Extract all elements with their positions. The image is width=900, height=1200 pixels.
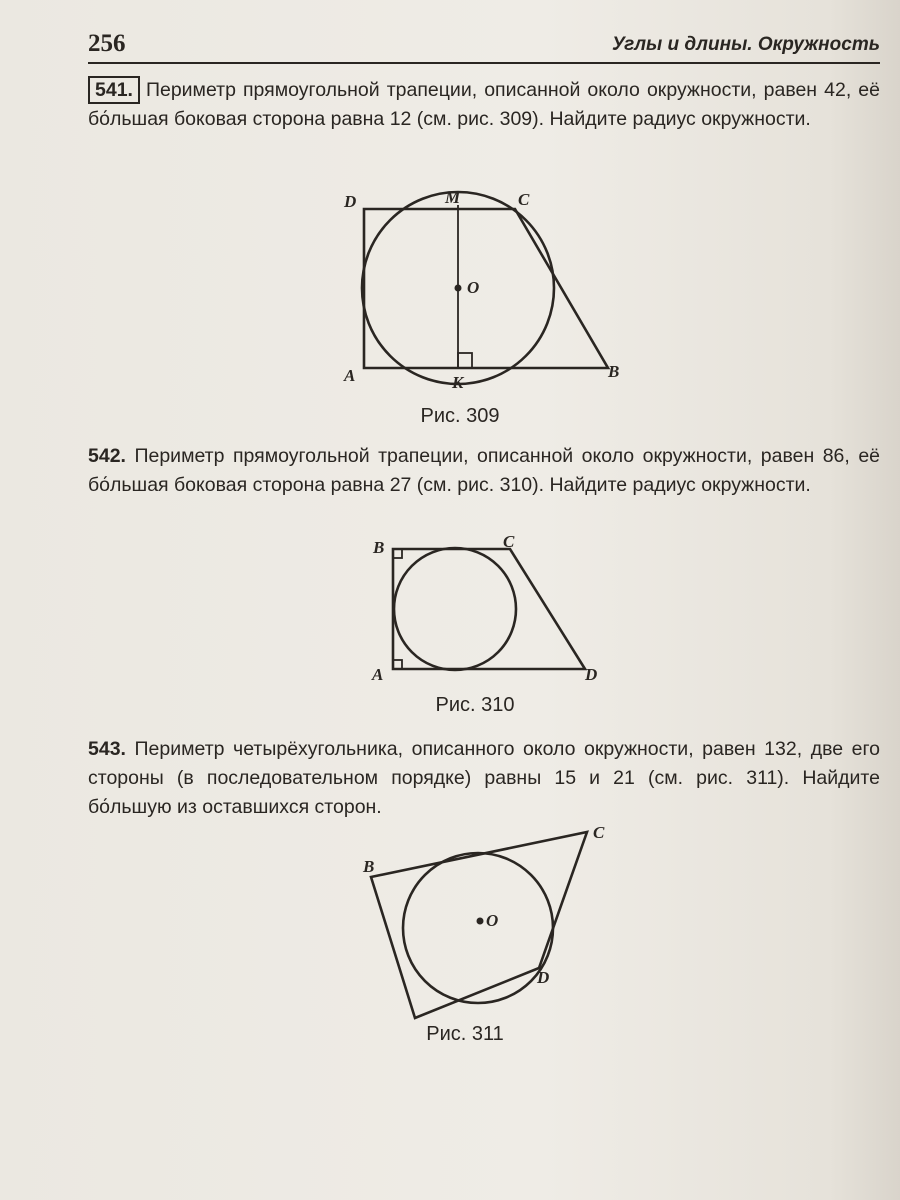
label-k: K xyxy=(452,373,464,392)
label-b: B xyxy=(363,857,375,876)
label-d: D xyxy=(585,665,598,684)
problem-number: 543. xyxy=(88,738,126,760)
figure-309-caption: Рис. 309 xyxy=(420,405,500,427)
inscribed-circle xyxy=(394,548,516,670)
label-a: A xyxy=(344,366,356,385)
right-angle-mark xyxy=(458,353,472,368)
figure-310-drawing xyxy=(365,535,625,690)
problem-text: Периметр прямоугольной трапеции, описанной около окружности, равен 42, её бо́льшая боковая сторона равна 12 (см. рис. 309). Найдите радиус окружности. xyxy=(88,79,880,130)
label-b: B xyxy=(373,538,385,557)
label-o: O xyxy=(486,911,499,930)
page-number: 256 xyxy=(88,30,126,57)
label-d: D xyxy=(537,968,550,987)
trapezoid-shape xyxy=(393,549,585,669)
label-b: B xyxy=(608,362,620,381)
figure-309-drawing xyxy=(330,185,630,400)
running-title: Углы и длины. Окружность xyxy=(611,34,880,55)
figure-309 xyxy=(330,185,630,405)
trapezoid-shape xyxy=(364,209,608,368)
center-point xyxy=(477,918,484,925)
problem-541 xyxy=(88,76,880,134)
figure-311-drawing xyxy=(355,820,625,1030)
figure-310-caption: Рис. 310 xyxy=(435,694,515,716)
figure-311 xyxy=(355,820,625,1035)
problem-text: Периметр прямоугольной трапеции, описанной около окружности, равен 86, её бо́льшая боковая сторона равна 27 (см. рис. 310). Найдите радиус окружности. xyxy=(88,445,881,496)
problem-text: Периметр четырёхугольника, описанного около окружности, равен 132, две его стороны (в последовательном порядке) равны 15 и 21 (см. рис. 311). Найдите бо́льшую из оставшихся сторон. xyxy=(88,738,880,818)
page-header xyxy=(88,28,880,64)
problem-number: 541. xyxy=(88,76,140,104)
problem-number: 542. xyxy=(88,445,126,467)
label-d: D xyxy=(344,192,357,211)
figure-311-caption: Рис. 311 xyxy=(426,1023,504,1045)
label-a: A xyxy=(372,665,384,684)
label-c: C xyxy=(518,190,530,209)
problem-542 xyxy=(88,442,880,500)
figure-310 xyxy=(365,535,625,695)
label-c: C xyxy=(593,823,605,842)
center-point xyxy=(455,285,462,292)
right-angle-mark-bottom xyxy=(393,660,402,669)
inscribed-circle xyxy=(403,853,553,1003)
right-angle-mark-top xyxy=(393,549,402,558)
label-o: O xyxy=(467,278,480,297)
label-c: C xyxy=(503,535,515,551)
problem-543 xyxy=(88,735,880,822)
label-m: M xyxy=(445,188,461,207)
